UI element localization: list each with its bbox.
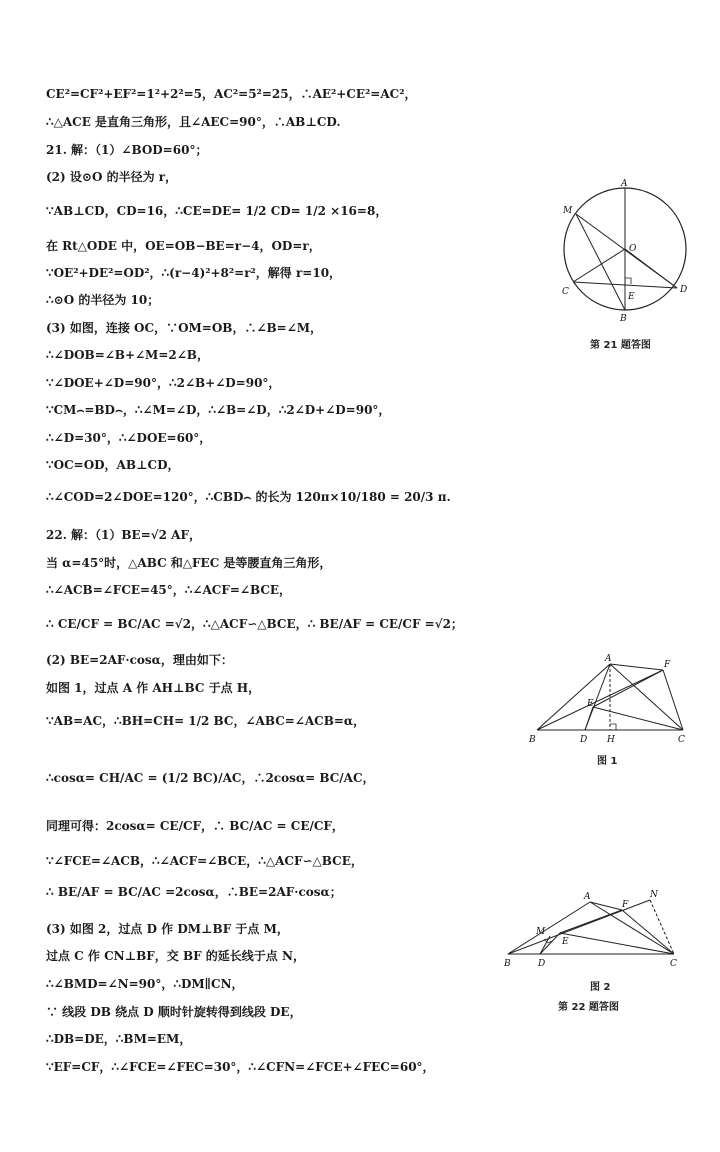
- figure-22-caption: 第 22 题答图: [558, 1002, 619, 1013]
- text-line: ∴△ACE 是直角三角形，且∠AEC=90°，∴AB⊥CD.: [46, 115, 341, 129]
- fig22-2-label: M: [536, 927, 546, 937]
- fig22-2-label: N: [650, 890, 658, 900]
- text-line: ∵∠FCE=∠ACB，∴∠ACF=∠BCE，∴△ACF∽△BCE，: [46, 854, 363, 868]
- fig22-2-label: C: [670, 959, 677, 969]
- figure-22-2: [500, 888, 690, 973]
- figure-21-caption: 第 21 题答图: [590, 340, 651, 351]
- figure-22-1: [525, 650, 695, 745]
- text-line: 21. 解：（1）∠BOD=60°；: [46, 143, 208, 157]
- fig21-label: C: [562, 287, 569, 297]
- figure-21-circle: [555, 178, 705, 328]
- text-line: ∴∠ACB=∠FCE=45°，∴∠ACF=∠BCE，: [46, 583, 292, 597]
- fig22-2-label: B: [504, 959, 511, 969]
- text-line: ∴∠DOB=∠B+∠M=2∠B，: [46, 348, 209, 362]
- figure-22-2-caption: 图 2: [590, 982, 611, 993]
- fig21-label: M: [563, 206, 573, 216]
- fig22-1-label: H: [607, 735, 615, 745]
- text-line: ∵OE²+DE²=OD²，∴(r−4)²+8²=r²，解得 r=10，: [46, 266, 342, 280]
- fig22-2-label: F: [622, 900, 629, 910]
- text-line: ∵AB=AC，∴BH=CH= 1/2 BC，∠ABC=∠ACB=α，: [46, 714, 366, 728]
- text-line: ∴∠BMD=∠N=90°，∴DM∥CN，: [46, 977, 244, 991]
- text-line: ∵AB⊥CD，CD=16，∴CE=DE= 1/2 CD= 1/2 ×16=8，: [46, 204, 388, 218]
- text-line: 如图 1，过点 A 作 AH⊥BC 于点 H，: [46, 681, 261, 695]
- text-line: 在 Rt△ODE 中，OE=OB−BE=r−4，OD=r，: [46, 239, 321, 253]
- text-line: ∵EF=CF，∴∠FCE=∠FEC=30°，∴∠CFN=∠FCE+∠FEC=60°，: [46, 1060, 435, 1074]
- fig22-2-label: E: [562, 937, 569, 947]
- fig22-1-label: A: [605, 654, 612, 664]
- fig22-1-label: E: [587, 699, 594, 709]
- fig21-label: D: [680, 285, 688, 295]
- fig22-1-label: F: [664, 660, 671, 670]
- text-line: ∵OC=OD，AB⊥CD，: [46, 458, 180, 472]
- fig22-2-label: A: [584, 892, 591, 902]
- text-line: 过点 C 作 CN⊥BF，交 BF 的延长线于点 N，: [46, 949, 305, 963]
- fig21-label: A: [621, 179, 628, 189]
- text-line: ∴cosα= CH/AC = (1/2 BC)/AC，∴2cosα= BC/AC，: [46, 771, 375, 785]
- text-line: CE²=CF²+EF²=1²+2²=5，AC²=5²=25，∴AE²+CE²=AC²，: [46, 87, 417, 101]
- fig22-1-label: C: [678, 735, 685, 745]
- fig21-label: E: [628, 292, 635, 302]
- fig22-1-label: D: [580, 735, 588, 745]
- text-line: (2) BE=2AF·cosα，理由如下：: [46, 653, 233, 667]
- text-line: ∵ 线段 DB 绕点 D 顺时针旋转得到线段 DE，: [46, 1005, 302, 1019]
- fig21-label: O: [629, 244, 637, 254]
- fig22-1-label: B: [529, 735, 536, 745]
- text-line: ∴DB=DE，∴BM=EM，: [46, 1032, 192, 1046]
- text-line: ∴ CE/CF = BC/AC =√2，∴△ACF∽△BCE，∴ BE/AF = CE/CF =√2；: [46, 617, 463, 631]
- figure-22-1-caption: 图 1: [597, 756, 618, 767]
- text-line: ∵CM⌢=BD⌢，∴∠M=∠D，∴∠B=∠D，∴2∠D+∠D=90°，: [46, 403, 391, 417]
- text-line: ∴⊙O 的半径为 10；: [46, 293, 160, 307]
- fig22-2-label: D: [538, 959, 546, 969]
- text-line: ∵∠DOE+∠D=90°，∴2∠B+∠D=90°，: [46, 376, 281, 390]
- text-line: (3) 如图，连接 OC，∵OM=OB，∴∠B=∠M，: [46, 321, 323, 335]
- text-line: 同理可得：2cosα= CE/CF，∴ BC/AC = CE/CF，: [46, 819, 344, 833]
- text-line: 22. 解：（1）BE=√2 AF，: [46, 528, 201, 542]
- text-line: ∴∠COD=2∠DOE=120°，∴CBD⌢ 的长为 120π×10/180 = 20/3 π.: [46, 490, 451, 504]
- text-line: 当 α=45°时，△ABC 和△FEC 是等腰直角三角形，: [46, 556, 332, 570]
- text-line: (3) 如图 2，过点 D 作 DM⊥BF 于点 M，: [46, 922, 289, 936]
- text-line: ∴∠D=30°，∴∠DOE=60°，: [46, 431, 212, 445]
- text-line: (2) 设⊙O 的半径为 r，: [46, 170, 178, 184]
- fig21-label: B: [620, 314, 627, 324]
- text-line: ∴ BE/AF = BC/AC =2cosα，∴BE=2AF·cosα；: [46, 885, 342, 899]
